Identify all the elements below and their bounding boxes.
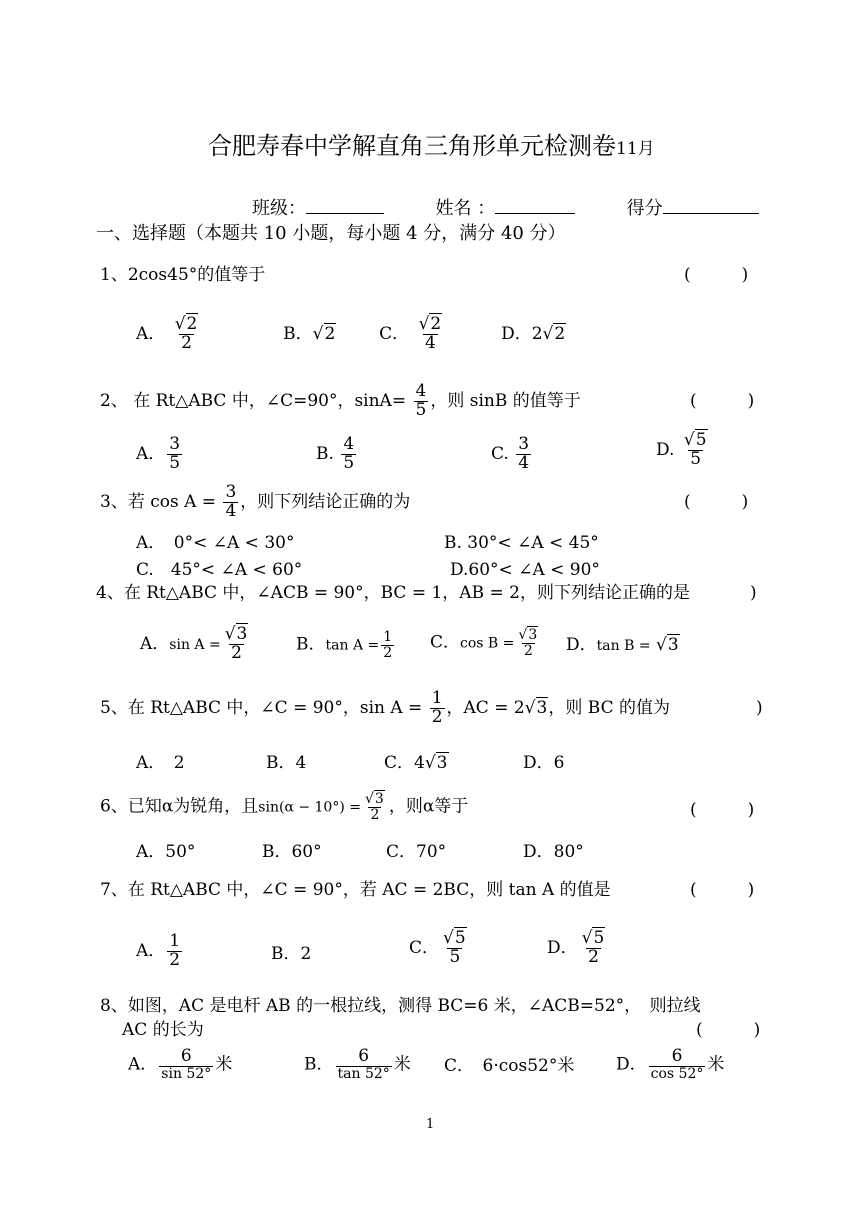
q3-option-d[interactable]: D.60°< ∠A < 90° <box>450 560 600 580</box>
question-3 <box>100 484 410 521</box>
q6-option-a[interactable]: A．50° <box>136 842 196 862</box>
q5-stem-lead: 5、在 Rt△ABC 中，∠C = 90°，sin A = <box>100 697 423 718</box>
question-8-line-1: 8、如图，AC 是电杆 AB 的一根拉线，测得 BC=6 米，∠ACB=52°， 则拉线 <box>100 996 701 1016</box>
q6-fraction: $\frac{√3}{2}$ <box>364 791 384 823</box>
q2-option-a[interactable]: A． $\frac{3}{5}$ <box>136 434 181 473</box>
q4-answer-bracket: ) <box>750 583 757 603</box>
page-number: 1 <box>426 1117 435 1132</box>
q1-stem: 的值等于 <box>197 265 266 285</box>
q7-option-d[interactable]: D． $\frac{√5}{2}$ <box>547 928 605 967</box>
q1-option-b[interactable]: B． <box>283 323 313 344</box>
name-blank[interactable] <box>495 212 575 214</box>
q3-option-b[interactable]: B. 30°< ∠A < 45° <box>444 533 599 553</box>
q1-expression: 2cos45° <box>127 265 198 285</box>
name-label: 姓名 ： <box>435 198 496 219</box>
q2-fraction: $\frac{4}{5}$ <box>415 381 427 420</box>
question-7: 7、在 Rt△ABC 中，∠C = 90°，若 AC = 2BC，则 tan A 的值是 <box>100 880 611 900</box>
q4-option-d[interactable]: D．tan B = √3 <box>566 635 679 655</box>
q1-a-fraction: $\frac{√2}{2}$ <box>174 314 198 353</box>
q3-fraction: $\frac{3}{4}$ <box>225 482 237 521</box>
q2-option-c[interactable]: C. $\frac{3}{4}$ <box>491 434 530 473</box>
question-6 <box>100 792 468 822</box>
q5-fraction: $\frac{1}{2}$ <box>431 688 443 727</box>
q2-answer-bracket: ( ) <box>690 391 755 411</box>
q7-option-b[interactable]: B．2 <box>271 944 312 964</box>
question-8-line-2: AC 的长为 <box>122 1020 204 1040</box>
q1-option-c[interactable]: C． <box>379 323 410 344</box>
q1-answer-bracket: ( ) <box>684 265 749 285</box>
q7-answer-bracket: ( ) <box>690 880 755 900</box>
q6-answer-bracket: ( ) <box>690 800 755 820</box>
q6-stem-tail: ，则α等于 <box>388 796 469 817</box>
q4-option-c[interactable]: C．cos B = $\frac{√3}{2}$ <box>430 627 538 659</box>
question-1 <box>100 267 265 284</box>
title-text: 合肥寿春中学解直角三角形单元检测卷 <box>208 132 616 160</box>
q7-option-c[interactable]: C． $\frac{√5}{5}$ <box>409 928 466 967</box>
q5-option-d[interactable]: D．6 <box>523 753 565 773</box>
class-blank[interactable] <box>306 212 384 214</box>
question-5: 5、在 Rt△ABC 中，∠C = 90°，sin A = $\frac{1}{2}$ ，AC = 2√3，则 BC 的值为 <box>100 688 670 727</box>
q2-option-d[interactable]: D. $\frac{√5}{5}$ <box>656 430 707 469</box>
q2-option-b[interactable]: B. $\frac{4}{5}$ <box>316 434 355 473</box>
title-month: 11月 <box>616 139 655 159</box>
q4-option-b[interactable]: B．tan A = $\frac{1}{2}$ <box>296 629 393 661</box>
q1-number: 1、 <box>100 265 128 285</box>
q5-answer-bracket: ) <box>756 698 763 718</box>
q1-option-a[interactable]: A． <box>136 323 166 344</box>
q2-stem-tail: ，则 sinB 的值等于 <box>430 390 581 411</box>
q3-option-a[interactable]: A． 0°< ∠A < 30° <box>136 533 295 553</box>
q6-option-d[interactable]: D．80° <box>523 842 584 862</box>
q5-option-b[interactable]: B．4 <box>266 753 307 773</box>
q1-c-fraction: $\frac{√2}{4}$ <box>418 314 442 353</box>
q8-option-a[interactable]: A． $\frac{6}{\sin 52^\circ}$ 米 <box>128 1046 233 1082</box>
q3-stem-tail: ，则下列结论正确的为 <box>240 491 411 512</box>
q6-stem-lead: 6、已知α为锐角，且 <box>100 796 259 817</box>
q6-option-c[interactable]: C．70° <box>386 842 447 862</box>
q8-option-b[interactable]: B． $\frac{6}{\tan 52^\circ}$ 米 <box>304 1046 411 1082</box>
q1-options: A． $\frac{√2}{2}$ B．√2 C． $\frac{√2}{4}$ D．2√2 <box>136 314 566 353</box>
q5-option-c[interactable]: C．4√3 <box>384 753 448 773</box>
q8-option-c[interactable]: C． 6·cos52°米 <box>444 1056 575 1076</box>
question-4: 4、在 Rt△ABC 中，∠ACB = 90°，BC = 1，AB = 2，则下列结论正确的是 <box>96 583 690 603</box>
q3-stem-lead: 3、若 cos A = <box>100 491 217 512</box>
q6-option-b[interactable]: B．60° <box>262 842 322 862</box>
section-heading: 一、选择题（本题共 10 小题，每小题 4 分，满分 40 分） <box>96 223 566 244</box>
q2-stem-lead: 2、 在 Rt△ABC 中，∠C=90°，sinA= <box>100 390 407 411</box>
q5-option-a[interactable]: A． 2 <box>136 753 185 773</box>
q3-answer-bracket: ( ) <box>684 492 749 512</box>
class-label: 班级： <box>252 198 306 219</box>
q6-expression: sin(α − 10°) = <box>258 799 361 816</box>
score-blank[interactable] <box>663 212 759 214</box>
header-fields <box>252 200 759 218</box>
q3-option-c[interactable]: C. 45°< ∠A < 60° <box>136 560 303 580</box>
q7-option-a[interactable]: A． $\frac{1}{2}$ <box>136 931 181 970</box>
q8-option-d[interactable]: D． $\frac{6}{\cos 52^\circ}$ 米 <box>616 1046 725 1082</box>
q1-option-d[interactable]: D． <box>501 323 532 344</box>
q8-answer-bracket: ( ) <box>696 1020 761 1040</box>
question-2 <box>100 383 581 420</box>
q4-option-a[interactable]: A．sin A = $\frac{√3}{2}$ <box>140 624 248 663</box>
page-title <box>208 134 655 158</box>
score-label: 得分 <box>626 198 663 219</box>
